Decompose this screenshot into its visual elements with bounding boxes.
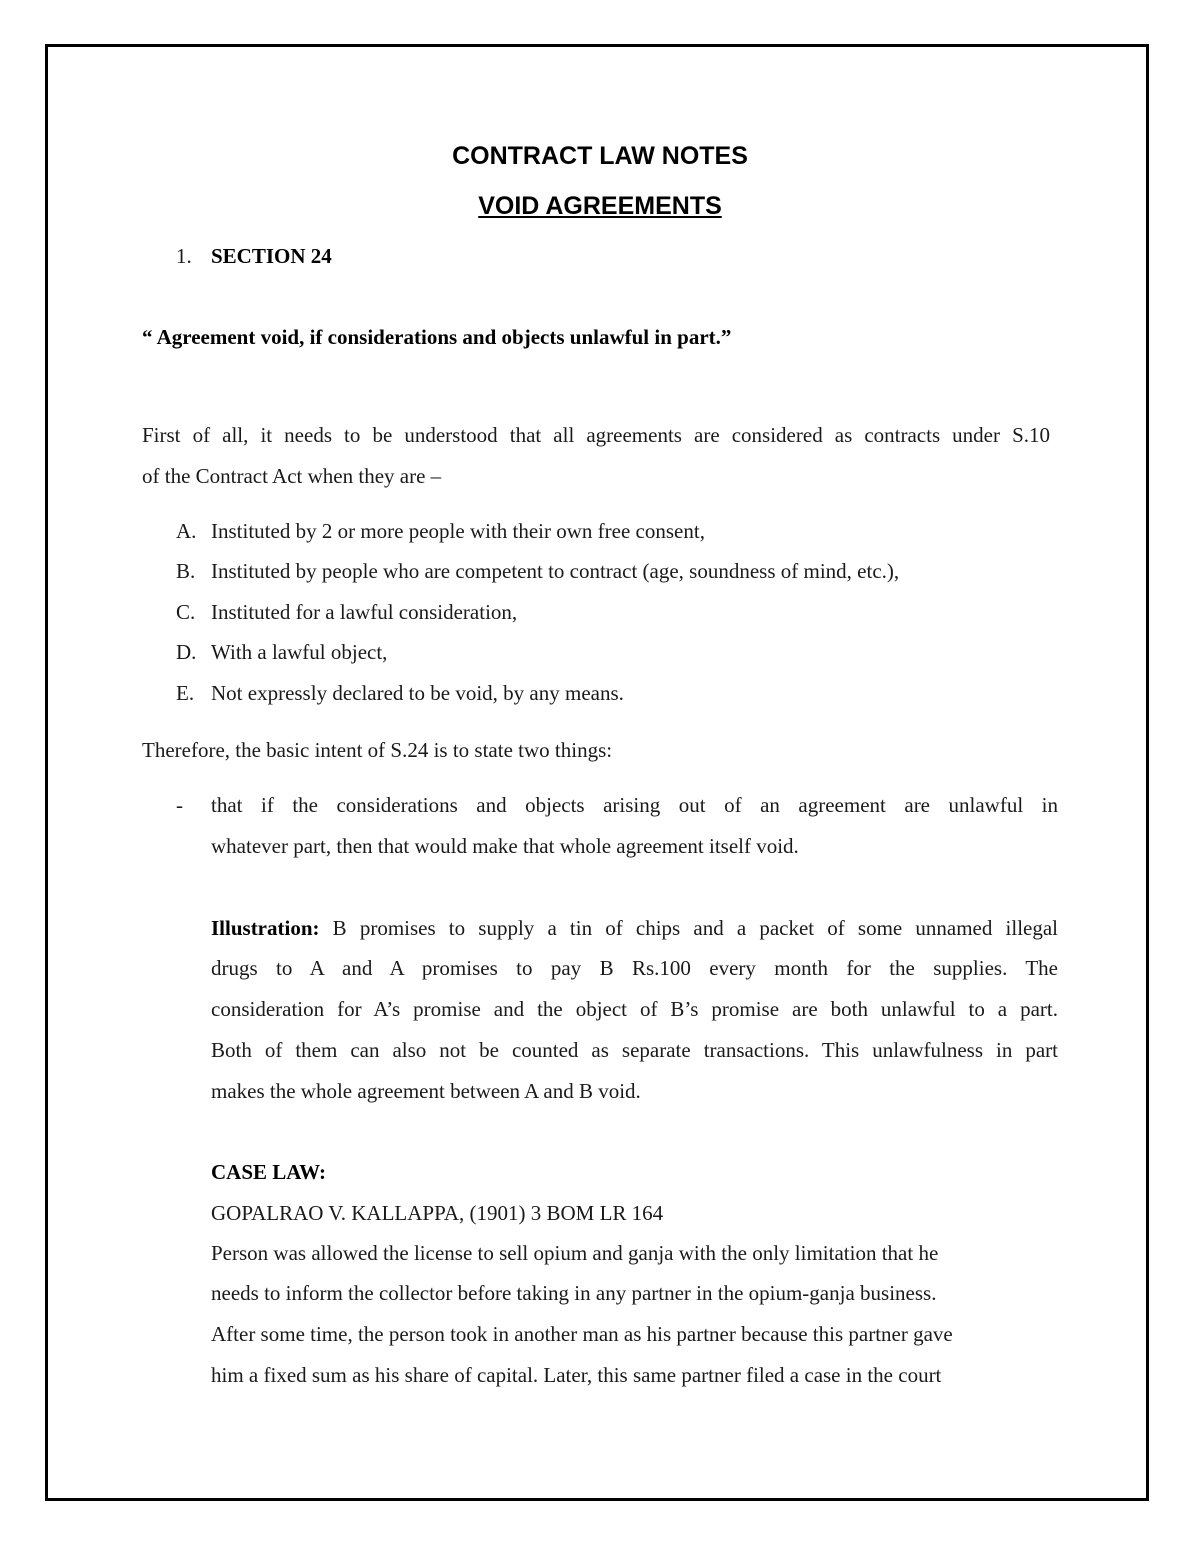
point-line-2: whatever part, then that would make that whole agreement itself void. (211, 834, 799, 858)
point-line-1: that if the considerations and objects arising out of an agreement are unlawful in (211, 793, 1058, 817)
case-law-heading: CASE LAW: (211, 1160, 326, 1184)
list-item-text: Instituted for a lawful consideration, (211, 600, 518, 624)
case-citation: GOPALRAO V. KALLAPPA, (1901) 3 BOM LR 164 (211, 1201, 664, 1225)
document-title: CONTRACT LAW NOTES (452, 142, 748, 170)
list-item-text: Instituted by 2 or more people with their own free consent, (211, 519, 705, 543)
illustration-line-5: makes the whole agreement between A and B void. (211, 1079, 641, 1103)
list-item-text: Not expressly declared to be void, by any means. (211, 681, 624, 705)
list-item-marker: E. (176, 681, 195, 705)
intro-line-1: First of all, it needs to be understood that all agreements are considered as contracts under S.10 (142, 423, 1050, 447)
list-item-text: Instituted by people who are competent to contract (age, soundness of mind, etc.), (211, 559, 900, 583)
illustration-line-2: drugs to A and A promises to pay B Rs.100 every month for the supplies. The (211, 956, 1058, 980)
intro-line-2: of the Contract Act when they are – (142, 464, 442, 488)
section-heading: SECTION 24 (211, 244, 332, 268)
case-line-1: Person was allowed the license to sell opium and ganja with the only limitation that he (211, 1241, 939, 1265)
list-item-marker: A. (176, 519, 197, 543)
case-line-4: him a fixed sum as his share of capital. Later, this same partner filed a case in the court (211, 1363, 942, 1387)
case-line-2: needs to inform the collector before taking in any partner in the opium-ganja business. (211, 1281, 937, 1305)
illustration-label: Illustration: (211, 916, 320, 940)
illustration-text: B promises to supply a tin of chips and a packet of some unnamed illegal (319, 916, 1058, 940)
point-marker: - (176, 793, 183, 817)
illustration-line-1 (211, 914, 1058, 942)
list-item-marker: B. (176, 559, 196, 583)
illustration-line-3: consideration for A’s promise and the object of B’s promise are both unlawful to a part. (211, 997, 1058, 1021)
illustration-line-4: Both of them can also not be counted as separate transactions. This unlawfulness in part (211, 1038, 1058, 1062)
list-item-text: With a lawful object, (211, 640, 388, 664)
therefore-paragraph: Therefore, the basic intent of S.24 is to state two things: (142, 738, 613, 762)
document-subtitle: VOID AGREEMENTS (478, 192, 722, 220)
section-quote: “ Agreement void, if considerations and objects unlawful in part.” (142, 325, 732, 349)
section-number: 1. (176, 244, 192, 268)
list-item-marker: C. (176, 600, 196, 624)
case-line-3: After some time, the person took in another man as his partner because this partner gave (211, 1322, 953, 1346)
list-item-marker: D. (176, 640, 197, 664)
